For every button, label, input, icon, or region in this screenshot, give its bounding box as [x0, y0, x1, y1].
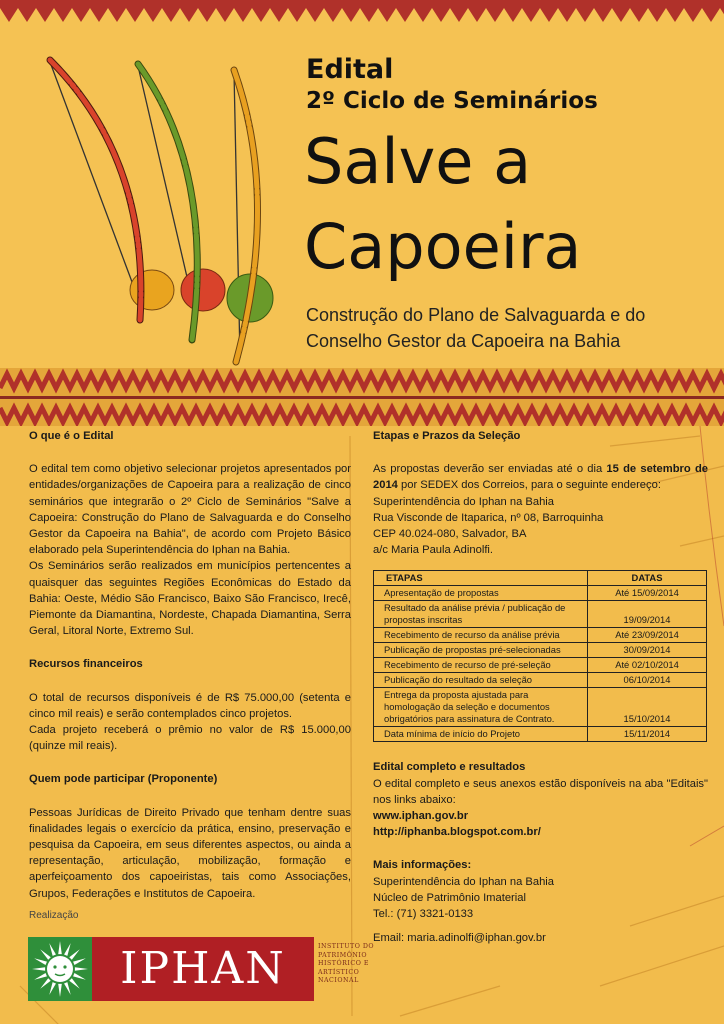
decorative-band — [0, 368, 724, 426]
table-row — [374, 643, 707, 658]
table-row — [374, 586, 707, 601]
section-title-etapas: Etapas e Prazos da Seleção — [373, 430, 521, 442]
etapa-cell: Publicação do resultado da seleção — [374, 673, 588, 688]
subtitle-line-2: Conselho Gestor da Capoeira na Bahia — [306, 331, 621, 351]
table-row — [374, 658, 707, 673]
data-cell: Até 23/09/2014 — [588, 628, 707, 643]
iphan-sun-emblem — [28, 937, 92, 1001]
right-column — [373, 426, 708, 946]
etapa-cell: Recebimento de recurso da análise prévia — [374, 628, 588, 643]
berimbau-illustration — [40, 50, 300, 370]
data-cell: 19/09/2014 — [588, 601, 707, 628]
table-row — [374, 628, 707, 643]
title-line-1: Salve a — [304, 125, 532, 198]
edital-completo-paragraph: O edital completo e seus anexos estão disponíveis na aba "Editais" nos links abaixo: — [373, 777, 708, 806]
data-cell: 15/10/2014 — [588, 688, 707, 727]
edital-label: Edital — [306, 54, 394, 85]
recursos-paragraph-2: Cada projeto receberá o prêmio no valor de R$ 15.000,00 (quinze mil reais). — [29, 724, 351, 753]
table-row — [374, 688, 707, 727]
data-cell: 30/09/2014 — [588, 643, 707, 658]
link-iphan[interactable]: www.iphan.gov.br — [373, 810, 469, 823]
proponente-paragraph: Pessoas Jurídicas de Direito Privado que tenham dentre suas finalidades legais o exercício da prática, ensino, preservação e pesquisa da Capoeira, em seus diferentes aspectos, ou ainda a representação, articulação, mobilização, formação e aperfeiçoamento dos capoeiristas, tais como Associações, Grupos, Federações e Institutos de Capoeira. — [29, 806, 351, 900]
subtitle-line-1: Construção do Plano de Salvaguarda e do — [306, 305, 646, 325]
intro-text: As propostas deverão ser enviadas até o dia — [373, 463, 607, 476]
edital-paragraph-1: O edital tem como objetivo selecionar projetos apresentados por entidades/organizações de Capoeira para a realização de cinco seminários que integrarão o 2º Ciclo de Seminários "Salve a Capoeira: Construção do Plano de Salvaguarda e do Conselho Gestor da Capoeira na Bahia", de acordo com Projeto Básico elaborado pela Superintendência do Iphan na Bahia. — [29, 463, 351, 557]
title-line-2: Capoeira — [304, 210, 582, 283]
table-row — [374, 673, 707, 688]
address-line-1: Superintendência do Iphan na Bahia — [373, 495, 555, 508]
recursos-paragraph-1: O total de recursos disponíveis é de R$ 75.000,00 (setenta e cinco mil reais) e serão contemplados cinco projetos. — [29, 691, 351, 720]
info-line-1: Superintendência do Iphan na Bahia — [373, 875, 555, 888]
etapa-cell: Publicação de propostas pré-selecionadas — [374, 643, 588, 658]
section-title-edital: O que é o Edital — [29, 430, 114, 442]
address-line-2: Rua Visconde de Itaparica, nº 08, Barroquinha — [373, 511, 604, 524]
iphan-institute-name: INSTITUTO DO PATRIMÔNIO HISTÓRICO E ARTÍSTICO NACIONAL — [318, 943, 375, 984]
iphan-name: IPHAN — [120, 943, 286, 994]
iphan-logo — [28, 937, 375, 1001]
edital-paragraph-2: Os Seminários serão realizados em municípios pertencentes a quaisquer das seguintes Regiões Econômicas do Estado da Bahia: Oeste, Médio São Francisco, Baixo São Francisco, Irecê, Piemonte da Diamantina, Nordeste, Chapada Diamantina, Serra Geral, Litoral Norte, Extremo Sul. — [29, 560, 351, 638]
section-title-edital-completo: Edital completo e resultados — [373, 761, 526, 774]
realizacao-label: Realização — [29, 910, 79, 921]
address-line-3: CEP 40.024-080, Salvador, BA — [373, 528, 527, 541]
etapas-table — [373, 570, 707, 742]
data-cell: Até 02/10/2014 — [588, 658, 707, 673]
etapa-cell: Recebimento de recurso de pré-seleção — [374, 658, 588, 673]
data-cell: 15/11/2014 — [588, 727, 707, 742]
info-line-3: Tel.: (71) 3321-0133 — [373, 908, 474, 921]
data-cell: Até 15/09/2014 — [588, 586, 707, 601]
table-row — [374, 601, 707, 628]
table-header-etapas: ETAPAS — [374, 571, 588, 586]
intro-text-end: por SEDEX dos Correios, para o seguinte endereço: — [397, 479, 661, 492]
section-title-mais-info: Mais informações: — [373, 859, 472, 872]
section-title-proponente: Quem pode participar (Proponente) — [29, 773, 218, 786]
data-cell: 06/10/2014 — [588, 673, 707, 688]
etapa-cell: Apresentação de propostas — [374, 586, 588, 601]
etapas-intro — [373, 461, 708, 493]
deadline-date: 15 de setembro de 2014 — [373, 463, 708, 492]
address-line-4: a/c Maria Paula Adinolfi. — [373, 544, 494, 557]
link-blog[interactable]: http://iphanba.blogspot.com.br/ — [373, 826, 541, 839]
header — [0, 0, 724, 380]
table-header-datas: DATAS — [588, 571, 707, 586]
etapa-cell: Entrega da proposta ajustada para homologação da seleção e documentos obrigatórios para assinatura de Contrato. — [374, 688, 588, 727]
section-title-recursos: Recursos financeiros — [29, 658, 143, 671]
left-column — [29, 426, 351, 902]
table-header-row — [374, 571, 707, 586]
etapa-cell: Data mínima de início do Projeto — [374, 727, 588, 742]
etapa-cell: Resultado da análise prévia / publicação de propostas inscritas — [374, 601, 588, 628]
info-line-2: Núcleo de Patrimônio Imaterial — [373, 891, 526, 904]
table-row — [374, 727, 707, 742]
ciclo-label: 2º Ciclo de Seminários — [306, 88, 598, 114]
sun-face-icon — [28, 937, 92, 1001]
zigzag-border-top — [0, 0, 724, 26]
info-email[interactable]: Email: maria.adinolfi@iphan.gov.br — [373, 932, 546, 945]
